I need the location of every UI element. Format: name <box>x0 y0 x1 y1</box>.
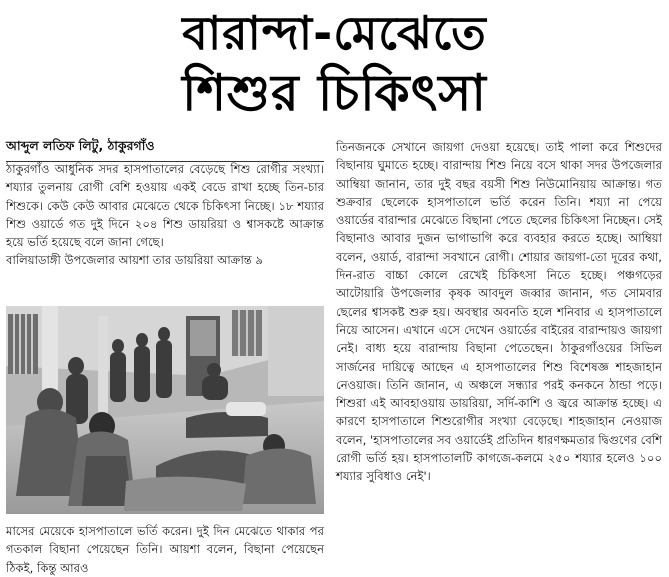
headline-line-1: বারান্দা-মেঝেতে <box>182 6 487 60</box>
left-column-continuation: মাসের মেয়েকে হাসপাতালে ভর্তি করেন। দুই দিন মেঝেতে থাকার পর গতকাল বিছানা পেয়েছেন তিনি। আয়শা বলেন, বিছানা পেয়েছেন ঠিকই, কিন্তু আরও <box>6 524 324 575</box>
news-photo <box>6 306 324 514</box>
right-column <box>336 138 662 486</box>
headline <box>0 2 669 122</box>
hospital-corridor-photo <box>6 306 324 514</box>
right-paragraph-1: তিনজনকে সেখানে জায়গা দেওয়া হয়েছে। তাই পালা করে শিশুদের বিছানায় ঘুমাতে হচ্ছে। বারান্দায় শিশু নিয়ে বসে থাকা সদর উপজেলার আম্বিয়া জানান, তার দুই বছর বয়সী শিশু নিউমোনিয়ায় আক্রান্ত। গত শুক্রবার ছেলেকে হাসপাতালে ভর্তি করেন তিনি। শয্যা না পেয়ে ওয়ার্ডের বারান্দার মেঝেতে বিছানা পেতে ছেলের চিকিৎসা নিচ্ছেন। সেই বিছানাও আবার দুজন ভাগাভাগি করে ব্যবহার করতে হচ্ছে। আম্বিয়া বলেন, ওয়ার্ড, বারান্দা সবখানে রোগী। শোয়ার জায়গা-তো দূরের কথা, দিন-রাত বাচ্চা কোলে রেখেই চিকিৎসা নিতে হচ্ছে। পঞ্চগড়ের আটোয়ারি উপজেলার কৃষক আবদুল জব্বার জানান, গত সোমবার ছেলের শ্বাসকষ্ট শুরু হয়। অবস্থার অবনতি হলে শনিবার এ হাসপাতালে নিয়ে আসেন। এখানে এসে দেখেন ওয়ার্ডের বাইরের বারান্দায়ও জায়গা নেই। বাধ্য হয়ে বারান্দায় বিছানা পেতেছেন। ঠাকুরগাঁওয়ের সিভিল সার্জনের দায়িত্বে আছেন এ হাসপাতালের শিশু বিশেষজ্ঞ শাহজাহান নেওয়াজ। তিনি জানান, এ অঞ্চলে সন্ধ্যার পরই কনকনে ঠান্ডা পড়ে। শিশুরা এই আবহাওয়ায় ডায়রিয়া, সর্দি-কাশি ও জ্বরে আক্রান্ত হচ্ছে। এ কারণে হাসপাতালে শিশুরোগীর সংখ্যা বেড়েছে। শাহজাহান নেওয়াজ বলেন, 'হাসপাতালের সব ওয়ার্ডেই প্রতিদিন ধারণক্ষমতার দ্বিগুণের বেশি রোগী ভর্তি হয়। হাসপাতালটি কাগজে-কলমে ২৫০ শয্যার হলেও ১০০ শয্যার সুবিধাও নেই'। <box>336 140 662 484</box>
headline-line-2: শিশুর চিকিৎসা <box>182 64 487 122</box>
left-paragraph-1: ঠাকুরগাঁও আধুনিক সদর হাসপাতালের বেড়েছে শিশু রোগীর সংখ্যা। শয্যার তুলনায় রোগী বেশি হওয়ায় একই বেডে রাখা হচ্ছে তিন-চার শিশুকে। কেউ কেউ আবার মেঝেতে থেকে চিকিৎসা নিচ্ছে। ১৮ শয্যার শিশু ওয়ার্ডে গত দুই দিনে ২০৪ শিশু ডায়রিয়া ও শ্বাসকষ্টে আক্রান্ত হয়ে ভর্তি হয়েছে বলে জানা গেছে। <box>6 162 324 250</box>
left-column <box>6 160 324 270</box>
byline: আব্দুল লতিফ লিটু, ঠাকুরগাঁও <box>6 138 324 162</box>
left-paragraph-2: বালিয়াডাঙ্গী উপজেলার আয়শা তার ডায়রিয়া আক্রান্ত ৯ <box>6 253 264 268</box>
